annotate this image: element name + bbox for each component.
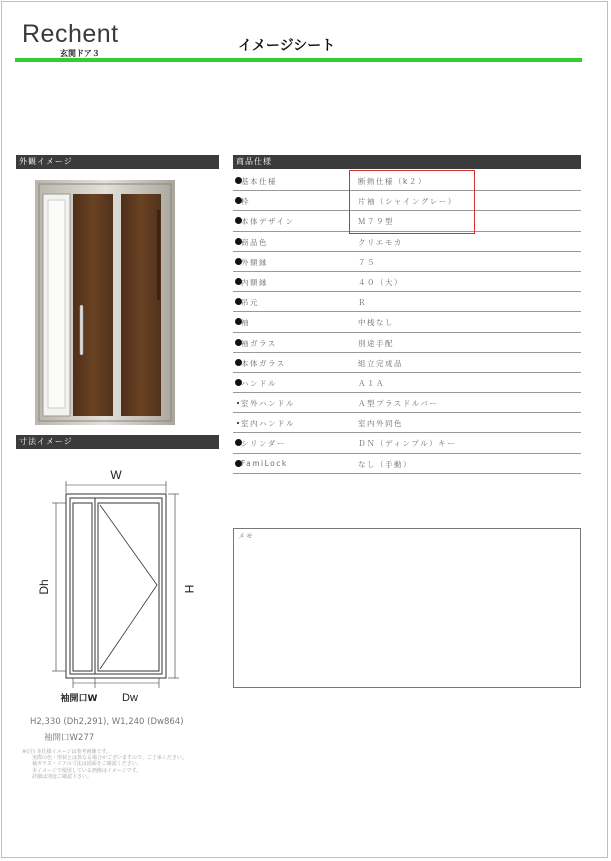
spec-row [233, 312, 581, 332]
spec-value: ４０（大） [358, 277, 403, 287]
bullet-icon [237, 422, 239, 424]
spec-label: 室外ハンドル [241, 399, 295, 409]
spec-value: ＤＮ（ディンプル）キー [358, 439, 457, 449]
spec-value: Ａ１Ａ [358, 378, 385, 388]
disclaimer-note: ※(注) 本仕様イメージは参考画像です。 実際の色・形状とは異なる場合がございますので、ご了承ください。 袖ガラス・ドアの寸法は図面をご確認ください。 本イメージで使用している画像はイメージです。 詳細は別途ご確認下さい。 [22, 749, 187, 780]
spec-value: Ａ型プラスドルバー [358, 399, 439, 409]
spec-row [233, 333, 581, 353]
spec-label: 外額縁 [241, 257, 268, 267]
sidelight-width-label: 袖開口W [60, 694, 98, 704]
spec-label: 枠 [241, 197, 250, 207]
spec-value: 組立完成品 [358, 358, 403, 368]
spec-row [233, 393, 581, 413]
page-title: イメージシート [238, 38, 336, 54]
highlight-box [349, 170, 475, 234]
spec-label: 室内ハンドル [241, 419, 295, 429]
dimension-diagram [30, 465, 205, 715]
bullet-icon [237, 402, 239, 404]
width-label: W [110, 468, 122, 482]
spec-label: シリンダー [241, 439, 286, 449]
sidelight-dimension: 袖開口W277 [44, 733, 95, 743]
spec-value: Ｍ７９型 [358, 217, 394, 227]
spec-value: 片袖（シャイングレー） [358, 197, 457, 207]
door-height-label: Dh [37, 579, 51, 595]
spec-row [233, 272, 581, 292]
spec-value: なし（手動） [358, 459, 412, 469]
spec-value: 別途手配 [358, 338, 394, 348]
overall-dimensions: H2,330 (Dh2,291), W1,240 (Dw864) [30, 717, 184, 727]
spec-row [233, 353, 581, 373]
spec-row [233, 252, 581, 272]
door-width-label: Dw [122, 692, 138, 704]
memo-label: メモ [238, 532, 254, 540]
height-label: H [182, 584, 196, 594]
memo-box[interactable] [233, 528, 581, 688]
spec-label: FamiLock [241, 458, 288, 468]
spec-value: クリエモカ [358, 237, 403, 247]
spec-value: Ｒ [358, 298, 367, 308]
header-rule [15, 58, 582, 62]
spec-row [233, 454, 581, 474]
spec-label: 袖 [241, 318, 250, 328]
spec-row [233, 232, 581, 252]
spec-row [233, 373, 581, 393]
spec-label: 商品色 [241, 237, 268, 247]
spec-label: 本体デザイン [241, 217, 295, 227]
dimension-section-header: 寸法イメージ [16, 435, 219, 449]
spec-row [233, 433, 581, 453]
series-name: 玄関ドア３ [60, 49, 100, 58]
brand-logo: Rechent [22, 20, 119, 48]
door-exterior-image [35, 180, 175, 425]
spec-value: 中桟なし [358, 318, 394, 328]
spec-row [233, 413, 581, 433]
spec-label: 吊元 [241, 298, 259, 308]
exterior-section-header: 外観イメージ [16, 155, 219, 169]
spec-section-header: 商品仕様 [233, 155, 581, 169]
spec-value: 室内外同色 [358, 419, 403, 429]
spec-label: 本体ガラス [241, 358, 286, 368]
spec-value: 断熱仕様（k２） [358, 177, 427, 186]
spec-label: 袖ガラス [241, 338, 277, 348]
spec-label: 内額縁 [241, 277, 268, 287]
spec-value: ７５ [358, 257, 376, 267]
spec-row [233, 292, 581, 312]
spec-label: 基本仕様 [241, 177, 277, 186]
spec-label: ハンドル [241, 378, 277, 388]
